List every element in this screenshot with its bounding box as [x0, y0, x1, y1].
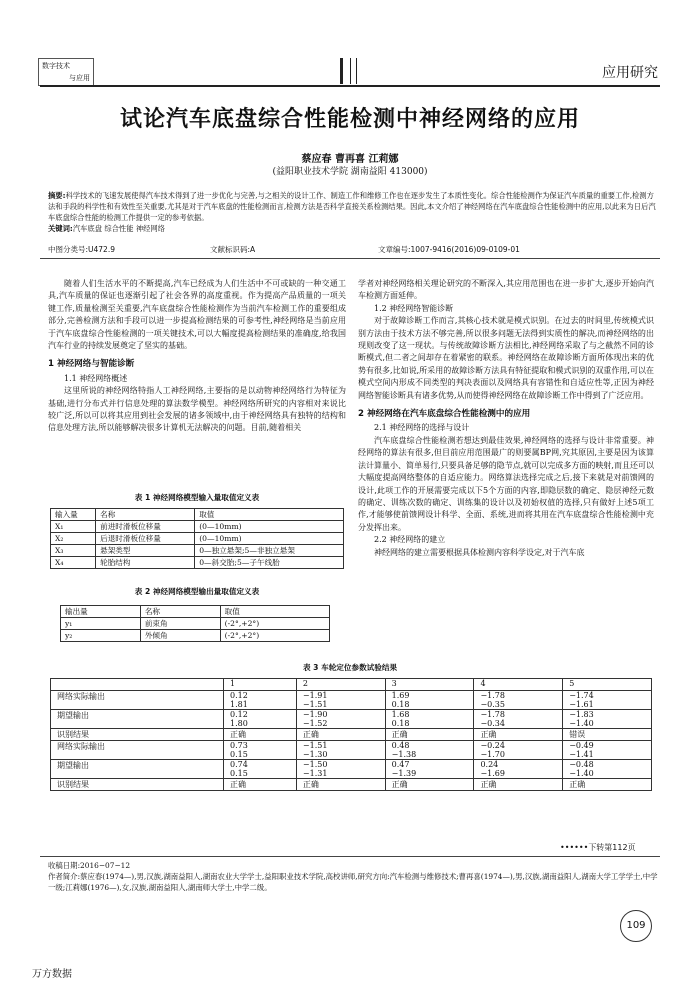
- table-row: [51, 729, 652, 741]
- table-cell: 识别结果: [51, 779, 224, 791]
- table-cell: (0—10mm): [195, 533, 344, 545]
- section-heading: 2 神经网络在汽车底盘综合性能检测中的应用: [358, 409, 531, 420]
- affiliation: (益阳职业技术学院 湖南益阳 413000): [272, 167, 428, 177]
- table-cell: 正确: [296, 729, 385, 741]
- subsection-heading: 2.1 神经网络的选择与设计: [374, 423, 470, 433]
- table-row: [51, 691, 652, 710]
- table-cell: 0.74 0.15: [224, 760, 297, 779]
- table-cell: X₂: [51, 533, 96, 545]
- footnote: [48, 860, 660, 893]
- footer-rule: [40, 856, 660, 857]
- authors: 蔡应春 曹再喜 江莉娜: [301, 154, 399, 165]
- table-header-row: [51, 679, 652, 691]
- table-cell: 0.48 −1.38: [385, 741, 474, 760]
- table-cell: 识别结果: [51, 729, 224, 741]
- paragraph: 这里所说的神经网络特指人工神经网络,主要指的是以动物神经网络行为特征为基础,进行分布式并行信息处理的算法数学模型。神经网络所研究的内容相对来说比较广泛,所以可以将其应用到社会发展的诸多领域中,由于神经网络具有独特的结构和信息处理方法,所以能够解决很多计算机无法解决的问题。目前,随着相关: [48, 386, 346, 433]
- table-cell: 正确: [224, 729, 297, 741]
- table-header: 4: [474, 679, 563, 691]
- abstract-text: 科学技术的飞速发展使得汽车技术得到了进一步优化与完善,与之相关的设计工作、制造工作和维修工作也在逐步发生了本质性变化。综合性能检测作为保证汽车质量的重要工作,检测方法和手段的科学性和有效性至关重要,尤其是对于汽车底盘的性能检测而言,检测方法是否科学直接关系检测结果。因此,本文介绍了神经网络在汽车底盘综合性能检测中的应用,以此来为日后汽车底盘综合性能的检测工作提供一定的参考依据。: [48, 191, 656, 222]
- table1: [50, 508, 344, 569]
- logo-line-2: 与应用: [69, 74, 90, 82]
- table-cell: 悬架类型: [96, 545, 195, 557]
- table-header: 5: [563, 679, 652, 691]
- keywords: 汽车底盘 综合性能 神经网络: [72, 224, 166, 233]
- table-cell: 网络实际输出: [51, 691, 224, 710]
- header-divider-bar: [356, 58, 357, 84]
- doc-code: 文献标识码:A: [210, 245, 256, 254]
- right-column: [358, 278, 654, 559]
- keywords-label: 关键词:: [48, 224, 73, 233]
- table-cell: 正确: [563, 779, 652, 791]
- table-cell: −1.90 −1.52: [296, 710, 385, 729]
- table-cell: 错误: [563, 729, 652, 741]
- table-cell: 正确: [385, 729, 474, 741]
- paragraph: 汽车底盘综合性能检测若想达到最佳效果,神经网络的选择与设计非常重要。神经网络的算法有很多,但目前应用范围最广的则要属BP网,究其原因,主要是因为该算法计算量小、简单易行,只要具备足够的隐节点,就可以完成多方面的映射,而且还可以大幅度提高网络整体的自适应能力。网络算法选择完成之后,接下来就是对前馈网的设计,此项工作的开展需要完成以下5个方面的内容,即隐层数的确定、隐层神经元数的确定、训练次数的确定、训练集的设计以及初始权值的选择,只有做好上述5项工作,才能够使前馈网设计科学、全面、系统,进而将其用在汽车底盘综合性能检测中充分发挥出来。: [358, 435, 654, 532]
- paragraph: 学者对神经网络相关理论研究的不断深入,其应用范围也在进一步扩大,逐步开始向汽车检测方面延伸。: [358, 279, 654, 301]
- table-row: [61, 618, 330, 630]
- section-label: 应用研究: [602, 65, 658, 81]
- table-cell: 前进时滑板位移量: [96, 521, 195, 533]
- header-divider-bar: [350, 58, 351, 84]
- left-column: [48, 278, 346, 435]
- table3: [50, 678, 652, 791]
- continued-note: ••••••下转第112页: [560, 843, 636, 852]
- table-cell: 正确: [296, 779, 385, 791]
- table-header: 取值: [195, 509, 344, 521]
- meta-rule: [40, 258, 660, 259]
- subsection-heading: 2.2 神经网络的建立: [374, 535, 446, 545]
- table-header: 取值: [220, 606, 329, 618]
- table-row: [51, 545, 344, 557]
- table-cell: (-2°,+2°): [220, 618, 329, 630]
- article-number: 文章编号:1007-9416(2016)09-0109-01: [378, 245, 520, 254]
- table-cell: 1.69 0.18: [385, 691, 474, 710]
- author-bio: 作者简介:蔡应春(1974—),男,汉族,湖南益阳人,湖南农业大学学士,益阳职业技术学院,高校讲师,研究方向:汽车检测与维修技术;曹再喜(1974—),男,汉族,湖南益阳人,湖南大学工学学士,中学一级;江莉娜(1976—),女,汉族,湖南益阳人,湖南师大学士,中学二级。: [48, 872, 658, 892]
- table-cell: X₃: [51, 545, 96, 557]
- table3-caption: 表 3 车轮定位参数试验结果: [302, 663, 398, 672]
- table-cell: 前束角: [140, 618, 220, 630]
- table-row: [51, 741, 652, 760]
- header-rule: [40, 85, 660, 87]
- article-title: 试论汽车底盘综合性能检测中神经网络的应用: [119, 107, 580, 132]
- table-header: [51, 679, 224, 691]
- paragraph: 神经网络的建立需要根据具体检测内容科学设定,对于汽车底: [374, 547, 585, 557]
- clc-number: 中图分类号:U472.9: [48, 245, 115, 254]
- table-cell: 0—独立悬架;5—非独立悬架: [195, 545, 344, 557]
- table-row: [51, 533, 344, 545]
- table-cell: −0.49 −1.41: [563, 741, 652, 760]
- section-heading: 1 神经网络与智能诊断: [48, 359, 135, 370]
- table-cell: −1.78 −0.34: [474, 710, 563, 729]
- table-cell: −1.74 −1.61: [563, 691, 652, 710]
- table1-caption: 表 1 神经网络模型输入量取值定义表: [134, 493, 260, 502]
- table-cell: −1.78 −0.35: [474, 691, 563, 710]
- table-header: 名称: [96, 509, 195, 521]
- abstract: [48, 190, 660, 234]
- table-cell: 期望输出: [51, 710, 224, 729]
- table-cell: 后退时滑板位移量: [96, 533, 195, 545]
- table-cell: 期望输出: [51, 760, 224, 779]
- table-cell: −1.83 −1.40: [563, 710, 652, 729]
- table-row: [51, 710, 652, 729]
- table-cell: (-2°,+2°): [220, 630, 329, 642]
- paragraph: 对于故障诊断工作而言,其核心技术就是模式识别。在过去的时间里,传统模式识别方法由于技术方法不够完善,所以很多问题无法得到实质性的解决,而神经网络的出现则改变了这一现状。与传统故障诊断方法相比,神经网络采取了与之截然不同的诊断模式,但二者之间却存在着紧密的联系。神经网络在故障诊断方面所体现出来的优势有很多,比如说,所采用的故障诊断方法具有特征提取和模式识别的双重作用,可以在模式空间内形成不同类型的判决表面以及网络具有容错性和自适应性等,正因为神经网络智能诊断具有诸多优势,从而使得神经网络在故障诊断工作中得到了广泛应用。: [358, 316, 654, 400]
- table-cell: 0.24 −1.69: [474, 760, 563, 779]
- table-cell: 0.12 1.80: [224, 710, 297, 729]
- table-cell: −1.51 −1.30: [296, 741, 385, 760]
- table-header: 3: [385, 679, 474, 691]
- table-cell: 0.73 0.15: [224, 741, 297, 760]
- table-header: 名称: [140, 606, 220, 618]
- table-cell: −1.91 −1.51: [296, 691, 385, 710]
- table-row: [51, 521, 344, 533]
- table-header: 输出量: [61, 606, 141, 618]
- watermark: 万方数据: [32, 969, 72, 980]
- table-cell: −0.48 −1.40: [563, 760, 652, 779]
- table-cell: 正确: [385, 779, 474, 791]
- table-cell: X₄: [51, 557, 96, 569]
- table-row: [51, 760, 652, 779]
- table-header: 输入量: [51, 509, 96, 521]
- table-cell: y₁: [61, 618, 141, 630]
- table-cell: 1.68 0.18: [385, 710, 474, 729]
- abstract-label: 摘要:: [48, 191, 66, 200]
- table-header-row: [51, 509, 344, 521]
- table-cell: 正确: [474, 729, 563, 741]
- table-cell: 0—斜交胎;5—子午线胎: [195, 557, 344, 569]
- journal-logo: [38, 58, 94, 86]
- table-row: [61, 630, 330, 642]
- table-row: [51, 557, 344, 569]
- table-header-row: [61, 606, 330, 618]
- table-cell: (0—10mm): [195, 521, 344, 533]
- header-divider-bar: [340, 58, 343, 84]
- table-cell: 正确: [474, 779, 563, 791]
- table-cell: X₁: [51, 521, 96, 533]
- table-cell: 0.47 −1.39: [385, 760, 474, 779]
- table-cell: 0.12 1.81: [224, 691, 297, 710]
- table-cell: 正确: [224, 779, 297, 791]
- table-row: [51, 779, 652, 791]
- subsection-heading: 1.2 神经网络智能诊断: [374, 303, 454, 313]
- table-cell: −0.24 −1.70: [474, 741, 563, 760]
- paragraph: 随着人们生活水平的不断提高,汽车已经成为人们生活中不可或缺的一种交通工具,汽车质量的保证也逐渐引起了社会各界的高度重视。作为提高产品质量的一项关键工作,质量检测至关重要,汽车底盘综合性能检测作为当前汽车检测工作的重要组成部分,完善检测方法和手段可以进一步提高检测结果的可参考性,神经网络是当前应用于汽车底盘综合性能检测的一项关键技术,可以大幅度提高检测结果的准确度,给我国汽车行业的持续发展奠定了坚实的基础。: [48, 279, 346, 351]
- logo-line-1: 数字技术: [42, 62, 70, 70]
- table-header: 1: [224, 679, 297, 691]
- page-number: 109: [620, 910, 652, 942]
- table2-caption: 表 2 神经网络模型输出量取值定义表: [134, 587, 260, 596]
- table-cell: 外倾角: [140, 630, 220, 642]
- table-header: 2: [296, 679, 385, 691]
- table-cell: −1.50 −1.31: [296, 760, 385, 779]
- subsection-heading: 1.1 神经网络概述: [64, 373, 128, 383]
- table2: [60, 605, 330, 642]
- received-date: 收稿日期:2016−07−12: [48, 861, 131, 870]
- table-cell: 轮胎结构: [96, 557, 195, 569]
- table-cell: y₂: [61, 630, 141, 642]
- table-cell: 网络实际输出: [51, 741, 224, 760]
